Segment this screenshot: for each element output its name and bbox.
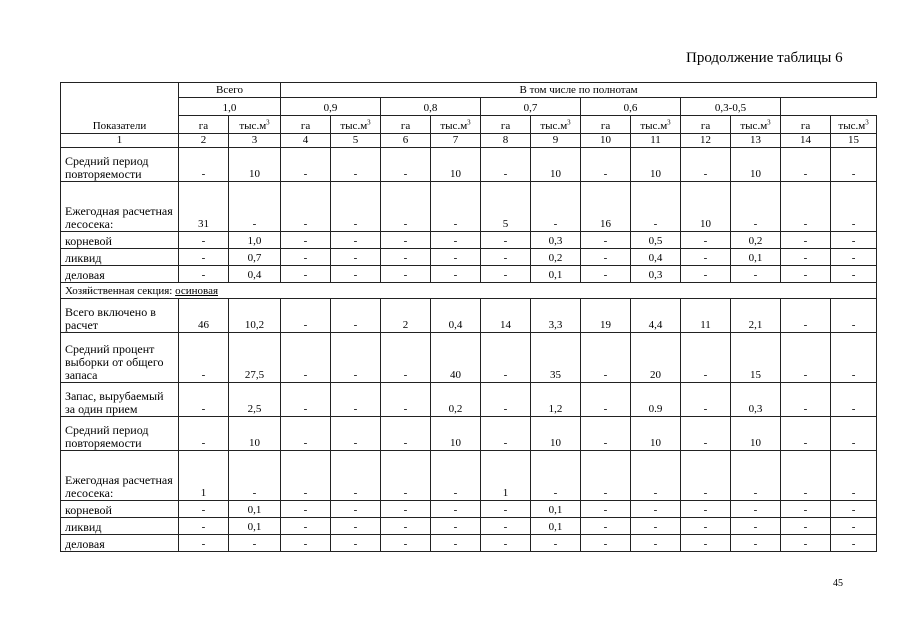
cell-value: - — [631, 501, 681, 518]
cell-value: 19 — [581, 299, 631, 333]
cell-value: 0,2 — [531, 249, 581, 266]
unit-thousand-m3 — [229, 116, 281, 134]
row-label: корневой — [61, 232, 179, 249]
cell-value: - — [331, 501, 381, 518]
column-number: 9 — [531, 134, 581, 148]
cell-value: 15 — [731, 333, 781, 383]
cell-value: - — [581, 333, 631, 383]
row-label: корневой — [61, 501, 179, 518]
cell-value: - — [831, 182, 877, 232]
cell-value: - — [781, 501, 831, 518]
cell-value: - — [179, 249, 229, 266]
cell-value: 14 — [481, 299, 531, 333]
column-number: 6 — [381, 134, 431, 148]
cell-value: - — [331, 417, 381, 451]
table-row — [61, 249, 877, 266]
cell-value: 0,1 — [731, 249, 781, 266]
unit-ha: га — [179, 116, 229, 134]
cell-value: - — [581, 518, 631, 535]
row-label: деловая — [61, 535, 179, 552]
cell-value: - — [481, 383, 531, 417]
cell-value: - — [331, 451, 381, 501]
table-row — [61, 417, 877, 451]
cell-value: - — [281, 451, 331, 501]
row-label: ликвид — [61, 249, 179, 266]
cell-value: - — [281, 266, 331, 283]
cell-value: - — [431, 518, 481, 535]
cell-value: 10 — [731, 148, 781, 182]
unit-ha: га — [381, 116, 431, 134]
cell-value: - — [281, 333, 331, 383]
cell-value: - — [481, 518, 531, 535]
cell-value: 10 — [431, 417, 481, 451]
cell-value: - — [431, 266, 481, 283]
cell-value: - — [681, 417, 731, 451]
cell-value: 0,7 — [229, 249, 281, 266]
row-label: Ежегодная расчетная лесосека: — [61, 182, 179, 232]
cell-value: - — [229, 182, 281, 232]
cell-value: 0,1 — [229, 501, 281, 518]
cell-value: - — [481, 501, 531, 518]
cell-value: - — [381, 535, 431, 552]
cell-value: - — [831, 148, 877, 182]
column-number: 7 — [431, 134, 481, 148]
cell-value: - — [831, 417, 877, 451]
unit-cube-sup: 3 — [667, 118, 671, 127]
cell-value: - — [831, 333, 877, 383]
cell-value: - — [381, 266, 431, 283]
cell-value: - — [581, 451, 631, 501]
cell-value: 4,4 — [631, 299, 681, 333]
cell-value: - — [281, 417, 331, 451]
cell-value: 0,2 — [431, 383, 481, 417]
cell-value: 10 — [731, 417, 781, 451]
cell-value: 27,5 — [229, 333, 281, 383]
row-label: Ежегодная расчетная лесосека: — [61, 451, 179, 501]
cell-value: 3,3 — [531, 299, 581, 333]
page-number: 45 — [833, 578, 843, 589]
column-number: 5 — [331, 134, 381, 148]
cell-value: - — [581, 535, 631, 552]
cell-value: - — [431, 182, 481, 232]
data-table — [60, 82, 877, 552]
unit-tm-text: тыс.м — [340, 120, 368, 132]
column-number: 13 — [731, 134, 781, 148]
cell-value: - — [281, 148, 331, 182]
cell-value: - — [179, 417, 229, 451]
unit-tm-text: тыс.м — [540, 120, 568, 132]
cell-value: - — [731, 535, 781, 552]
cell-value: 1,0 — [229, 232, 281, 249]
cell-value: - — [331, 266, 381, 283]
cell-value: - — [831, 451, 877, 501]
unit-ha: га — [681, 116, 731, 134]
unit-thousand-m3 — [831, 116, 877, 134]
cell-value: - — [179, 383, 229, 417]
cell-value: - — [781, 266, 831, 283]
cell-value: - — [731, 182, 781, 232]
cell-value: 0.9 — [631, 383, 681, 417]
header-total: Всего — [179, 83, 281, 98]
table-row — [61, 182, 877, 232]
column-number: 11 — [631, 134, 681, 148]
cell-value: 2 — [381, 299, 431, 333]
table-row — [61, 501, 877, 518]
cell-value: 2,5 — [229, 383, 281, 417]
cell-value: 0,4 — [631, 249, 681, 266]
cell-value: - — [781, 417, 831, 451]
cell-value: - — [331, 232, 381, 249]
cell-value: - — [731, 266, 781, 283]
cell-value: - — [281, 518, 331, 535]
cell-value: - — [681, 383, 731, 417]
table-row — [61, 299, 877, 333]
cell-value: - — [481, 232, 531, 249]
header-incl: В том числе по полнотам — [281, 83, 877, 98]
cell-value: - — [531, 182, 581, 232]
cell-value: - — [781, 383, 831, 417]
cell-value: - — [781, 518, 831, 535]
unit-ha: га — [581, 116, 631, 134]
cell-value: 0,1 — [531, 501, 581, 518]
cell-value: - — [431, 232, 481, 249]
cell-value: - — [631, 451, 681, 501]
cell-value: - — [481, 535, 531, 552]
table-row — [61, 451, 877, 501]
row-label: Средний период повторяемости — [61, 148, 179, 182]
cell-value: - — [381, 383, 431, 417]
cell-value: 0,3 — [531, 232, 581, 249]
cell-value: - — [681, 518, 731, 535]
cell-value: - — [681, 148, 731, 182]
cell-value: - — [281, 383, 331, 417]
column-number: 3 — [229, 134, 281, 148]
cell-value: - — [631, 518, 681, 535]
unit-cube-sup: 3 — [467, 118, 471, 127]
cell-value: - — [331, 535, 381, 552]
cell-value: - — [281, 299, 331, 333]
density-header: 0,6 — [581, 98, 681, 116]
cell-value: 0,2 — [731, 232, 781, 249]
unit-thousand-m3 — [731, 116, 781, 134]
cell-value: - — [431, 451, 481, 501]
cell-value: - — [831, 232, 877, 249]
cell-value: - — [481, 266, 531, 283]
cell-value: 11 — [681, 299, 731, 333]
cell-value: - — [431, 249, 481, 266]
cell-value: 10 — [631, 417, 681, 451]
cell-value: 10 — [531, 417, 581, 451]
cell-value: - — [381, 333, 431, 383]
column-number: 12 — [681, 134, 731, 148]
column-number: 15 — [831, 134, 877, 148]
cell-value: - — [179, 501, 229, 518]
column-number: 2 — [179, 134, 229, 148]
cell-value: 1 — [481, 451, 531, 501]
cell-value: - — [681, 266, 731, 283]
cell-value: 5 — [481, 182, 531, 232]
cell-value: - — [179, 266, 229, 283]
cell-value: 20 — [631, 333, 681, 383]
unit-thousand-m3 — [531, 116, 581, 134]
unit-cube-sup: 3 — [266, 118, 270, 127]
cell-value: 10,2 — [229, 299, 281, 333]
cell-value: - — [281, 249, 331, 266]
cell-value: 1,2 — [531, 383, 581, 417]
cell-value: 16 — [581, 182, 631, 232]
row-label: Средний процент выборки от общего запаса — [61, 333, 179, 383]
cell-value: - — [381, 501, 431, 518]
cell-value: - — [581, 501, 631, 518]
density-header: 0,3-0,5 — [681, 98, 781, 116]
unit-thousand-m3 — [431, 116, 481, 134]
cell-value: - — [179, 535, 229, 552]
cell-value: - — [179, 232, 229, 249]
row-label: Всего включено в расчет — [61, 299, 179, 333]
cell-value: - — [681, 249, 731, 266]
header-indicators: Показатели — [61, 83, 179, 134]
unit-tm-text: тыс.м — [640, 120, 668, 132]
unit-tm-text: тыс.м — [239, 120, 267, 132]
unit-cube-sup: 3 — [767, 118, 771, 127]
cell-value: - — [681, 535, 731, 552]
cell-value: - — [381, 232, 431, 249]
cell-value: - — [631, 182, 681, 232]
table-row — [61, 266, 877, 283]
cell-value: - — [281, 501, 331, 518]
cell-value: 0,3 — [731, 383, 781, 417]
cell-value: - — [831, 518, 877, 535]
density-header: 0,8 — [381, 98, 481, 116]
unit-tm-text: тыс.м — [838, 120, 866, 132]
unit-cube-sup: 3 — [567, 118, 571, 127]
cell-value: - — [331, 383, 381, 417]
column-number: 4 — [281, 134, 331, 148]
unit-thousand-m3 — [631, 116, 681, 134]
cell-value: 2,1 — [731, 299, 781, 333]
cell-value: - — [681, 232, 731, 249]
section-row — [61, 283, 877, 299]
table-row — [61, 148, 877, 182]
column-number: 10 — [581, 134, 631, 148]
column-number: 14 — [781, 134, 831, 148]
cell-value: - — [781, 182, 831, 232]
section-label: Хозяйственная секция: — [65, 285, 173, 297]
cell-value: - — [481, 417, 531, 451]
cell-value: 10 — [681, 182, 731, 232]
cell-value: - — [481, 333, 531, 383]
cell-value: - — [281, 535, 331, 552]
row-label: ликвид — [61, 518, 179, 535]
unit-tm-text: тыс.м — [440, 120, 468, 132]
cell-value: 0,1 — [531, 266, 581, 283]
column-number: 1 — [61, 134, 179, 148]
cell-value: - — [581, 232, 631, 249]
cell-value: - — [831, 249, 877, 266]
cell-value: 1 — [179, 451, 229, 501]
cell-value: - — [581, 383, 631, 417]
cell-value: - — [581, 249, 631, 266]
cell-value: - — [331, 518, 381, 535]
cell-value: - — [481, 148, 531, 182]
cell-value: - — [179, 518, 229, 535]
table-row — [61, 383, 877, 417]
cell-value: 40 — [431, 333, 481, 383]
cell-value: 46 — [179, 299, 229, 333]
cell-value: 10 — [229, 148, 281, 182]
table-row — [61, 232, 877, 249]
row-label: деловая — [61, 266, 179, 283]
density-header: 1,0 — [179, 98, 281, 116]
cell-value: - — [631, 535, 681, 552]
cell-value: 0,1 — [229, 518, 281, 535]
cell-value: - — [331, 148, 381, 182]
row-label: Запас, вырубаемый за один прием — [61, 383, 179, 417]
unit-cube-sup: 3 — [865, 118, 869, 127]
cell-value: - — [431, 535, 481, 552]
cell-value: - — [731, 501, 781, 518]
cell-value: - — [781, 451, 831, 501]
cell-value: - — [381, 417, 431, 451]
column-number: 8 — [481, 134, 531, 148]
density-header: 0,7 — [481, 98, 581, 116]
cell-value: - — [681, 501, 731, 518]
unit-ha: га — [281, 116, 331, 134]
unit-ha: га — [781, 116, 831, 134]
cell-value: - — [781, 535, 831, 552]
unit-thousand-m3 — [331, 116, 381, 134]
cell-value: - — [481, 249, 531, 266]
cell-value: 10 — [431, 148, 481, 182]
cell-value: - — [681, 451, 731, 501]
table-caption: Продолжение таблицы 6 — [686, 50, 843, 66]
cell-value: 10 — [631, 148, 681, 182]
cell-value: - — [229, 535, 281, 552]
unit-tm-text: тыс.м — [740, 120, 768, 132]
cell-value: - — [381, 249, 431, 266]
cell-value: - — [381, 518, 431, 535]
cell-value: 0,4 — [431, 299, 481, 333]
table-row — [61, 535, 877, 552]
cell-value: - — [731, 451, 781, 501]
unit-ha: га — [481, 116, 531, 134]
cell-value: - — [331, 333, 381, 383]
cell-value: - — [581, 417, 631, 451]
cell-value: - — [781, 148, 831, 182]
unit-cube-sup: 3 — [367, 118, 371, 127]
cell-value: 0,5 — [631, 232, 681, 249]
cell-value: 0,1 — [531, 518, 581, 535]
cell-value: - — [381, 451, 431, 501]
density-header: 0,9 — [281, 98, 381, 116]
cell-value: 0,4 — [229, 266, 281, 283]
cell-value: - — [831, 299, 877, 333]
cell-value: - — [331, 299, 381, 333]
row-label: Средний период повторяемости — [61, 417, 179, 451]
cell-value: 10 — [229, 417, 281, 451]
cell-value: - — [831, 535, 877, 552]
cell-value: - — [781, 249, 831, 266]
cell-value: - — [731, 518, 781, 535]
cell-value: 35 — [531, 333, 581, 383]
cell-value: - — [831, 266, 877, 283]
cell-value: - — [781, 232, 831, 249]
cell-value: - — [281, 182, 331, 232]
table-row — [61, 518, 877, 535]
cell-value: - — [531, 535, 581, 552]
table-row — [61, 333, 877, 383]
cell-value: - — [229, 451, 281, 501]
cell-value: - — [781, 333, 831, 383]
cell-value: - — [431, 501, 481, 518]
cell-value: - — [581, 148, 631, 182]
cell-value: 0,3 — [631, 266, 681, 283]
cell-value: - — [831, 501, 877, 518]
cell-value: - — [831, 383, 877, 417]
cell-value: - — [331, 182, 381, 232]
cell-value: - — [781, 299, 831, 333]
cell-value: - — [381, 182, 431, 232]
cell-value: 10 — [531, 148, 581, 182]
cell-value: - — [681, 333, 731, 383]
cell-value: 31 — [179, 182, 229, 232]
cell-value: - — [581, 266, 631, 283]
cell-value: - — [179, 148, 229, 182]
cell-value: - — [331, 249, 381, 266]
section-name: осиновая — [175, 285, 219, 297]
cell-value: - — [179, 333, 229, 383]
cell-value: - — [381, 148, 431, 182]
cell-value: - — [281, 232, 331, 249]
cell-value: - — [531, 451, 581, 501]
